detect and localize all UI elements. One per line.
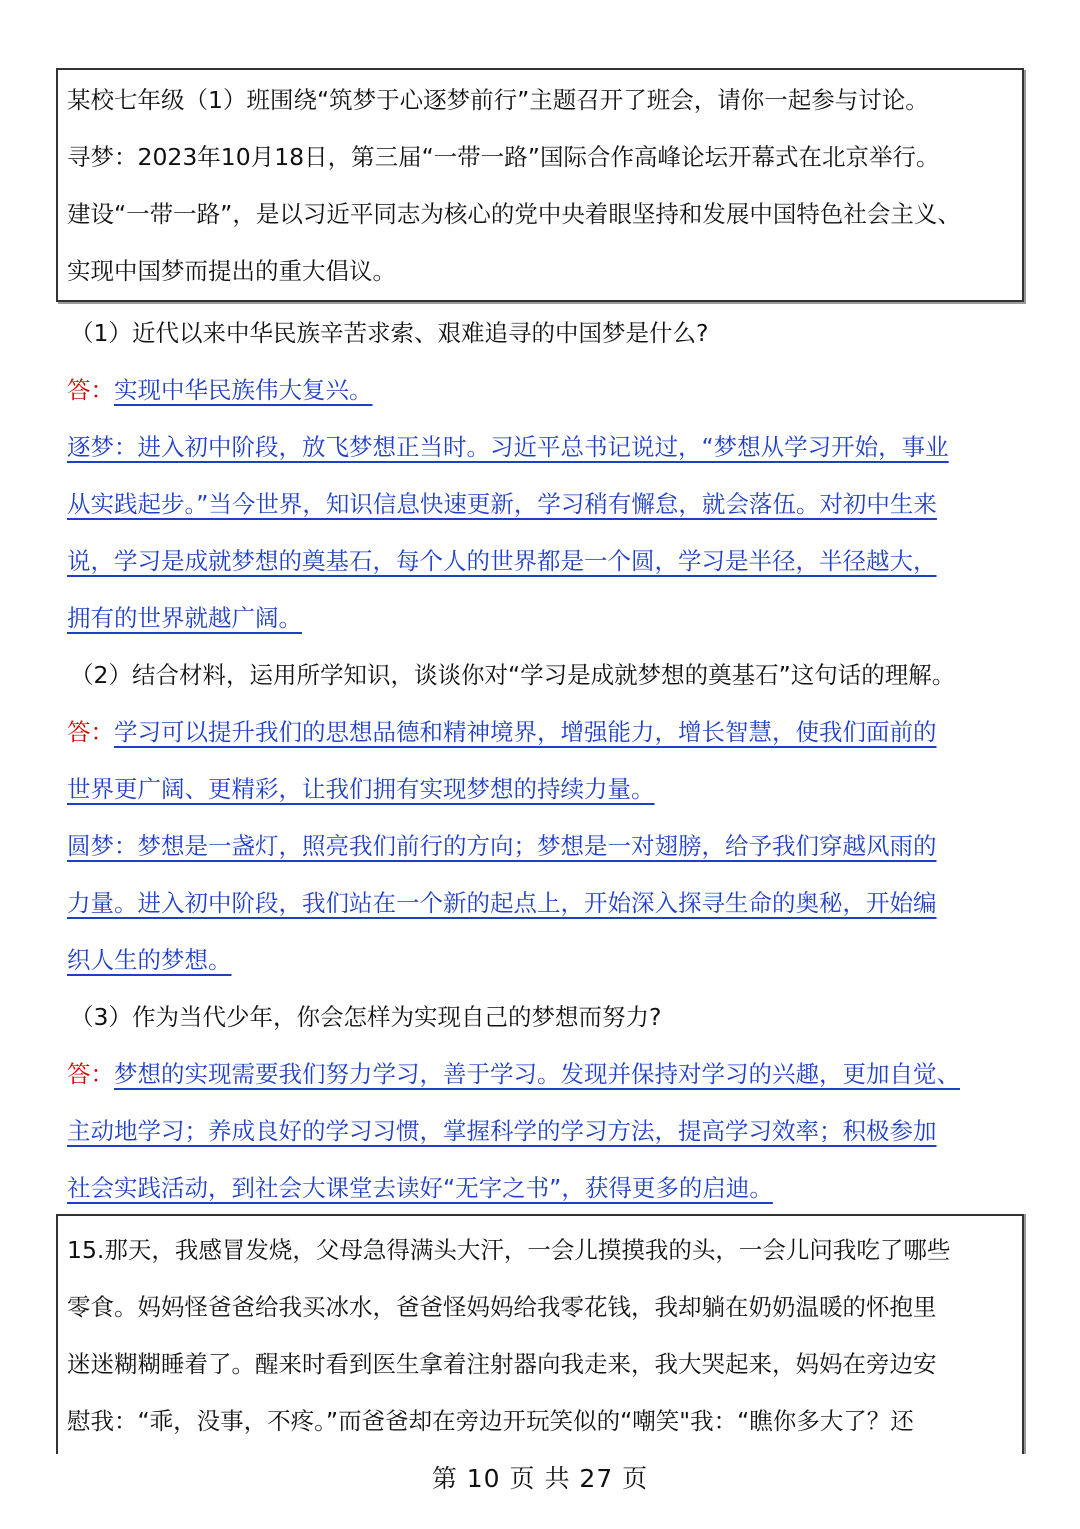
- answer-3-text-1: 梦想的实现需要我们努力学习，善于学习。发现并保持对学习的兴趣，更加自觉、: [114, 1060, 960, 1088]
- question-3: （3）作为当代少年，你会怎样为实现自己的梦想而努力?: [70, 1003, 662, 1031]
- yuanmeng-line-3: 织人生的梦想。: [67, 946, 232, 974]
- zhumeng-line-3: 说，学习是成就梦想的奠基石，每个人的世界都是一个圆，学习是半径，半径越大，: [67, 547, 937, 575]
- answer-3-label: 答：: [67, 1060, 114, 1088]
- answer-1-text: 实现中华民族伟大复兴。: [114, 376, 373, 404]
- answer-1: [67, 373, 373, 407]
- passage-15-line-4: 慰我：“乖，没事，不疼。”而爸爸却在旁边开玩笑似的“嘲笑"我：“瞧你多大了？还: [67, 1407, 914, 1435]
- intro-line-1: 某校七年级（1）班围绕“筑梦于心逐梦前行”主题召开了班会，请你一起参与讨论。: [67, 86, 929, 114]
- answer-2-line-2: 世界更广阔、更精彩，让我们拥有实现梦想的持续力量。: [67, 775, 655, 803]
- question-2: （2）结合材料，运用所学知识，谈谈你对“学习是成就梦想的奠基石”这句话的理解。: [70, 661, 956, 689]
- intro-line-4: 实现中国梦而提出的重大倡议。: [67, 257, 396, 285]
- yuanmeng-line-2: 力量。进入初中阶段，我们站在一个新的起点上，开始深入探寻生命的奥秘，开始编: [67, 889, 937, 917]
- passage-15-line-1: 15.那天，我感冒发烧，父母急得满头大汗，一会儿摸摸我的头，一会儿问我吃了哪些: [67, 1236, 951, 1264]
- intro-line-2: 寻梦：2023年10月18日，第三届“一带一路”国际合作高峰论坛开幕式在北京举行。: [67, 143, 940, 171]
- question-1: （1）近代以来中华民族辛苦求索、艰难追寻的中国梦是什么?: [70, 319, 709, 347]
- answer-3-line-3: 社会实践活动，到社会大课堂去读好“无字之书”，获得更多的启迪。: [67, 1174, 773, 1202]
- answer-3-line-1: [67, 1057, 960, 1091]
- answer-1-label: 答：: [67, 376, 114, 404]
- zhumeng-line-1: 逐梦：进入初中阶段，放飞梦想正当时。习近平总书记说过，“梦想从学习开始，事业: [67, 433, 949, 461]
- passage-15-line-3: 迷迷糊糊睡着了。醒来时看到医生拿着注射器向我走来，我大哭起来，妈妈在旁边安: [67, 1350, 937, 1378]
- answer-2-label: 答：: [67, 718, 114, 746]
- yuanmeng-line-1: 圆梦：梦想是一盏灯，照亮我们前行的方向；梦想是一对翅膀，给予我们穿越风雨的: [67, 832, 937, 860]
- passage-15-line-2: 零食。妈妈怪爸爸给我买冰水，爸爸怪妈妈给我零花钱，我却躺在奶奶温暖的怀抱里: [67, 1293, 937, 1321]
- page-number-footer: 第 10 页 共 27 页: [431, 1464, 649, 1493]
- answer-3-line-2: 主动地学习；养成良好的学习习惯，掌握科学的学习方法，提高学习效率；积极参加: [67, 1117, 937, 1145]
- zhumeng-line-2: 从实践起步。”当今世界，知识信息快速更新，学习稍有懈怠，就会落伍。对初中生来: [67, 490, 937, 518]
- answer-2-line-1: [67, 715, 937, 749]
- intro-line-3: 建设“一带一路”，是以习近平同志为核心的党中央着眼坚持和发展中国特色社会主义、: [67, 200, 961, 228]
- answer-2-text-1: 学习可以提升我们的思想品德和精神境界，增强能力，增长智慧，使我们面前的: [114, 718, 937, 746]
- zhumeng-line-4: 拥有的世界就越广阔。: [67, 604, 302, 632]
